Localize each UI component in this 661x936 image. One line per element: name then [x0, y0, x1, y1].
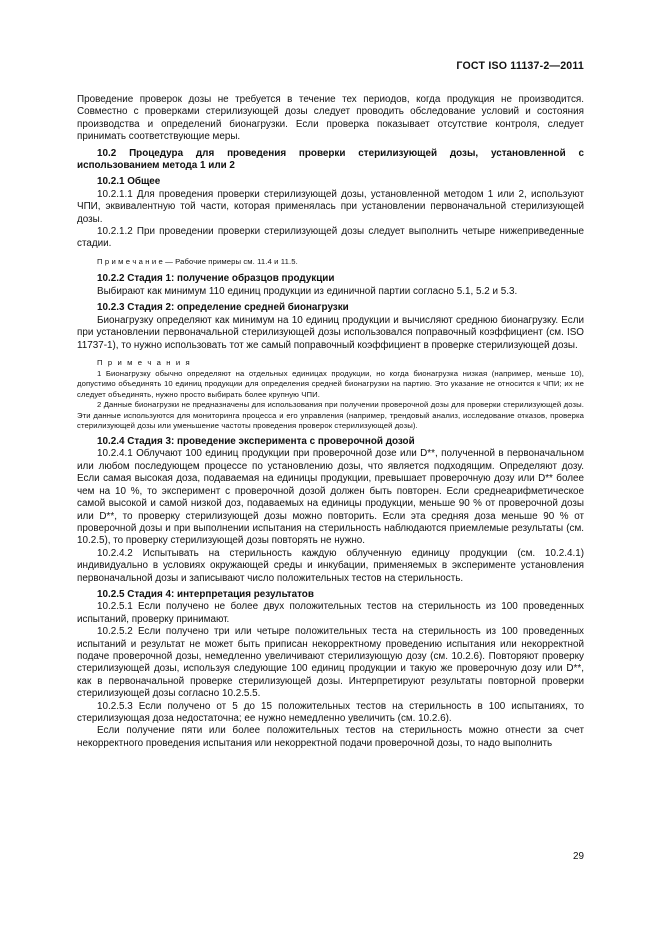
paragraph: Бионагрузку определяют как минимум на 10 единиц продукции и вычисляют среднюю бионагрузку. Если при установлении первоначальной стерилизующей дозы использовался поправочный коэффициент (см. ISO 11737-1), то нужно использовать тот же самый поправочный коэффициент в проверке стерилизующей дозы.	[77, 314, 584, 351]
subsection-heading-10-2-4: 10.2.4 Стадия 3: проведение эксперимента с проверочной дозой	[97, 436, 415, 448]
paragraph: 10.2.4.2 Испытывать на стерильность каждую облученную единицу продукции (см. 10.2.4.1) индивидуально в условиях окружающей среды и инкубации, применяемых в эксперименте установления первоначальной дозы и записывают число положительных тестов на стерильность.	[77, 547, 584, 584]
note-item: 1 Бионагрузку обычно определяют на отдельных единицах продукции, но когда бионагрузка низкая (например, меньше 10), допустимо объединять 10 единиц продукции для определения средней бионагрузки на партию. Это указание не относится к ЧПИ; их не следует объединять, нужно просто выбирать более крупную ЧПИ.	[77, 368, 584, 399]
note: П р и м е ч а н и е — Рабочие примеры см. 11.4 и 11.5.	[97, 256, 298, 266]
subsection-heading-10-2-2: 10.2.2 Стадия 1: получение образцов продукции	[97, 273, 335, 285]
subsection-heading-10-2-3: 10.2.3 Стадия 2: определение средней бионагрузки	[97, 302, 349, 314]
paragraph: Проведение проверок дозы не требуется в течение тех периодов, когда продукция не производится. Совместно с проверками стерилизующей дозы следует проводить обследование условий и состояния производства и определений бионагрузки. Если проверка показывает отсутствие контроля, следует принимать соответствующие меры.	[77, 94, 584, 143]
paragraph: 10.2.5.1 Если получено не более двух положительных тестов на стерильность из 100 проведенных испытаний, проверку принимают.	[77, 601, 584, 625]
paragraph: Если получение пяти или более положительных тестов на стерильность можно отнести за счет некорректного проведения испытания или некорректной подачи проверочной дозы, то надо выполнить	[77, 725, 584, 749]
paragraph: Выбирают как минимум 110 единиц продукции из единичной партии согласно 5.1, 5.2 и 5.3.	[97, 285, 518, 297]
note-item: 2 Данные бионагрузки не предназначены для использования при получении проверочной дозы для проверки стерилизующей дозы. Эти данные используются для мониторинга процесса и его управления (например, трендовый анализ, исследование отказов, проверка стерилизующей дозы или уменьшение частоты проведения проверок стерилизующей дозы).	[77, 400, 584, 431]
paragraph: 10.2.5.2 Если получено три или четыре положительных теста на стерильность из 100 проведенных испытаний и результат не может быть приписан некорректному проведению испытания или некорректной подаче проверочной дозы, немедленно увеличивают стерилизующую дозу (см. 10.2.6). Повторяют проверку стерилизующей дозы, используя следующие 100 единиц продукции и такую же проверочную дозу или D**, как в первоначальной проверке стерилизующей дозы. Интерпретируют результаты повторной проверки стерилизующей дозы согласно 10.2.5.5.	[77, 626, 584, 700]
paragraph: 10.2.1.2 При проведении проверки стерилизующей дозы следует выполнить четыре нижеприведенные стадии.	[77, 226, 584, 250]
subsection-heading-10-2-1: 10.2.1 Общее	[97, 176, 161, 188]
paragraph: 10.2.4.1 Облучают 100 единиц продукции при проверочной дозе или D**, полученной в первоначальном или любом последующем процессе по установлению дозы, что является подходящим. Определяют дозу. Если самая высокая доза, подаваемая на единицы продукции, превышает проверочную дозу или D** более чем на 10 %, то эксперимент с проверочной дозой должен быть повторен. Если среднеарифметическое самой высокой и самой низкой доз, подаваемых на единицы продукции, меньше 90 % от проверочной дозы или D**, то проверку стерилизующей дозы можно повторить. Если эта средняя доза меньше 90 % от проверочной дозы и при выполнении испытания на стерильность наблюдаются приемлемые результаты (см. 10.2.5), то проверку стерилизующей дозы повторять не нужно.	[77, 448, 584, 547]
document-code: ГОСТ ISO 11137-2—2011	[456, 60, 584, 72]
paragraph: 10.2.5.3 Если получено от 5 до 15 положительных тестов на стерильность в 100 испытаниях, то стерилизующая доза недостаточна; ее нужно немедленно увеличить (см. 10.2.6).	[77, 700, 584, 724]
document-body	[77, 94, 584, 750]
subsection-heading-10-2-5: 10.2.5 Стадия 4: интерпретация результатов	[97, 588, 314, 600]
paragraph: 10.2.1.1 Для проведения проверки стерилизующей дозы, установленной методом 1 или 2, используют ЧПИ, эквивалентную той части, которая применялась при установлении первоначальной стерилизующей дозы.	[77, 188, 584, 225]
section-heading-10-2: 10.2 Процедура для проведения проверки стерилизующей дозы, установленной с использованием метода 1 или 2	[77, 147, 584, 172]
page-number: 29	[573, 851, 584, 862]
notes-heading: П р и м е ч а н и я	[97, 357, 192, 367]
